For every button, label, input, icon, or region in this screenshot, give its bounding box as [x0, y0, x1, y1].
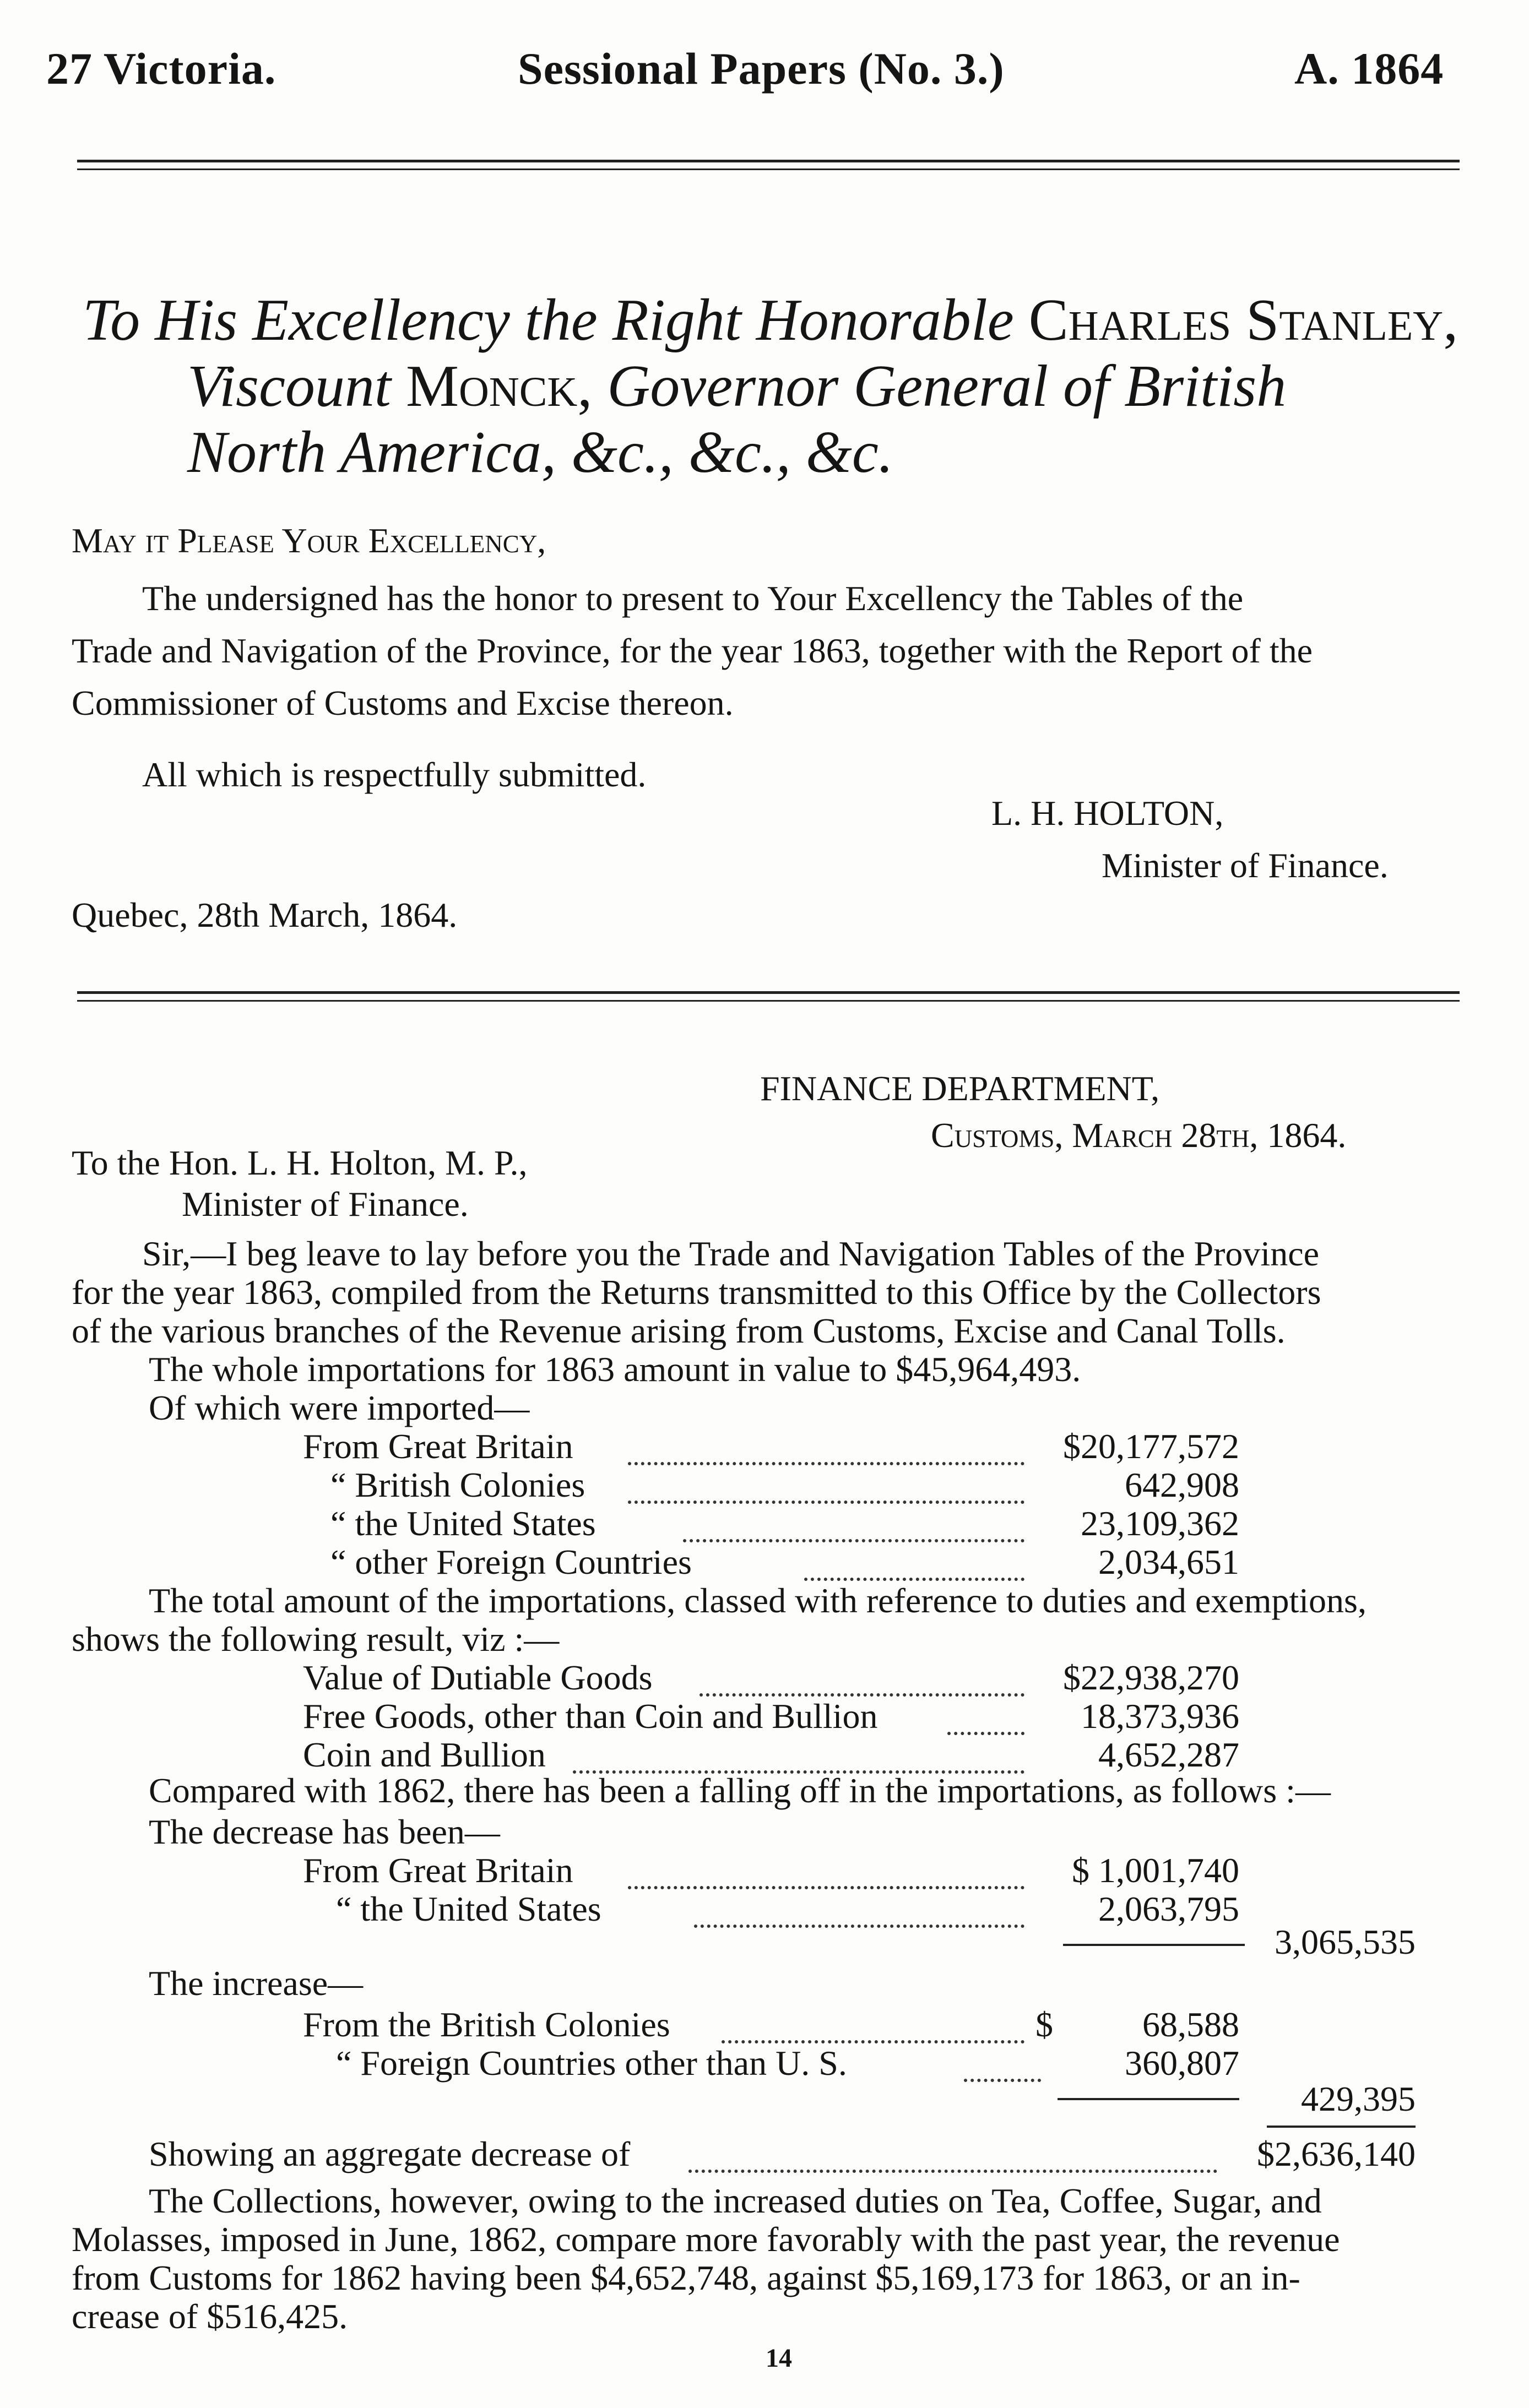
- address-italic: Governor General of British: [607, 354, 1287, 419]
- increase-heading: The increase—: [149, 1964, 364, 2003]
- total-rule: [1267, 2126, 1416, 2128]
- class-label: Free Goods, other than Coin and Bullion: [303, 1697, 878, 1736]
- letter2-line: Of which were imported—: [149, 1388, 530, 1427]
- letter2-line: Molasses, imposed in June, 1862, compare more favorably with the past year, the revenue: [72, 2220, 1340, 2259]
- addressee: To the Hon. L. H. Holton, M. P.,: [72, 1143, 528, 1182]
- letter2-line: of the various branches of the Revenue arising from Customs, Excise and Canal Tolls.: [72, 1311, 1286, 1350]
- subtotal-rule: [1063, 1944, 1245, 1946]
- import-label: “ British Colonies: [330, 1465, 585, 1504]
- import-value: 23,109,362: [1081, 1504, 1239, 1543]
- dept-subheading: [931, 1115, 1346, 1156]
- signature-title: Minister of Finance.: [1102, 846, 1389, 885]
- address-line-2: [187, 352, 1286, 421]
- aggregate-label: Showing an aggregate decrease of: [149, 2134, 631, 2173]
- signature: L. H. HOLTON,: [991, 793, 1224, 833]
- import-label: “ the United States: [330, 1504, 596, 1543]
- salutation: May it Please Your Excellency,: [72, 521, 546, 560]
- leader-dots: [694, 1925, 1024, 1928]
- letter2-line: The total amount of the importations, classed with reference to duties and exemptions,: [149, 1581, 1367, 1620]
- page-number: 14: [766, 2344, 792, 2373]
- address-line-1: [83, 286, 1458, 355]
- import-value: 642,908: [1125, 1465, 1239, 1504]
- increase-currency: $: [1035, 2005, 1053, 2044]
- header-rule: [77, 160, 1460, 162]
- aggregate-value: $2,636,140: [1257, 2134, 1416, 2173]
- decrease-value: 2,063,795: [1098, 1889, 1239, 1928]
- letter1-line: The undersigned has the honor to present to Your Excellency the Tables of the: [142, 579, 1244, 618]
- import-value: 2,034,651: [1098, 1542, 1239, 1581]
- section-rule: [77, 991, 1460, 994]
- decrease-heading: The decrease has been—: [149, 1812, 500, 1851]
- section-rule-2: [77, 1000, 1460, 1002]
- address-line-3: [187, 418, 893, 487]
- class-label: Value of Dutiable Goods: [303, 1658, 653, 1697]
- increase-value: 360,807: [1125, 2043, 1239, 2083]
- address-name: Charles Stanley,: [1028, 287, 1458, 353]
- header-left: 27 Victoria.: [46, 44, 276, 94]
- leader-dots: [688, 2170, 1217, 2173]
- address-italic: North America, &c., &c., &c.: [187, 420, 893, 485]
- leader-dots: [628, 1501, 1024, 1504]
- header-right: A. 1864: [1294, 44, 1444, 94]
- increase-total: 429,395: [1301, 2079, 1416, 2118]
- letter2-line: shows the following result, viz :—: [72, 1619, 560, 1659]
- class-value: 18,373,936: [1081, 1697, 1239, 1736]
- decrease-total: 3,065,535: [1275, 1922, 1416, 1961]
- address-italic: To His Excellency the Right Honorable: [83, 287, 1014, 353]
- letter1-closing: All which is respectfully submitted.: [142, 755, 647, 794]
- subtotal-rule: [1058, 2098, 1239, 2100]
- leader-dots: [628, 1462, 1024, 1465]
- letter2-line: Sir,—I beg leave to lay before you the Trade and Navigation Tables of the Province: [142, 1234, 1319, 1273]
- dept-sub-text: Customs, March 28th, 1864.: [931, 1116, 1347, 1155]
- leader-dots: [683, 1539, 1024, 1542]
- letter1-line: Commissioner of Customs and Excise thereon.: [72, 683, 734, 722]
- class-value: 4,652,287: [1098, 1735, 1239, 1774]
- class-label: Coin and Bullion: [303, 1735, 546, 1774]
- class-value: $22,938,270: [1063, 1658, 1239, 1697]
- letter1-line: Trade and Navigation of the Province, for the year 1863, together with the Report of the: [72, 631, 1313, 670]
- leader-dots: [628, 1886, 1024, 1889]
- place-date: Quebec, 28th March, 1864.: [72, 895, 458, 934]
- decrease-label: From Great Britain: [303, 1851, 573, 1890]
- letter2-line: for the year 1863, compiled from the Returns transmitted to this Office by the Collectors: [72, 1273, 1321, 1312]
- letter2-line: The whole importations for 1863 amount in value to $45,964,493.: [149, 1350, 1081, 1389]
- header-center: Sessional Papers (No. 3.): [518, 44, 1005, 94]
- leader-dots: [947, 1732, 1024, 1735]
- import-label: From Great Britain: [303, 1427, 573, 1466]
- letter2-line: The Collections, however, owing to the increased duties on Tea, Coffee, Sugar, and: [149, 2181, 1322, 2220]
- decrease-label: “ the United States: [336, 1889, 601, 1928]
- letter2-line: Compared with 1862, there has been a falling off in the importations, as follows :—: [149, 1771, 1331, 1810]
- decrease-value: $ 1,001,740: [1072, 1851, 1239, 1890]
- letter2-line: crease of $516,425.: [72, 2297, 348, 2336]
- dept-heading: FINANCE DEPARTMENT,: [760, 1069, 1160, 1108]
- header-rule-2: [77, 168, 1460, 170]
- address-italic: Viscount: [187, 354, 391, 419]
- letter2-line: from Customs for 1862 having been $4,652,748, against $5,169,173 for 1863, or an in-: [72, 2258, 1300, 2297]
- increase-label: From the British Colonies: [303, 2005, 670, 2044]
- addressee-title: Minister of Finance.: [182, 1184, 469, 1224]
- address-name: Monck,: [405, 354, 593, 419]
- leader-dots: [964, 2079, 1041, 2082]
- increase-label: “ Foreign Countries other than U. S.: [336, 2043, 847, 2083]
- increase-value: 68,588: [1142, 2005, 1239, 2044]
- import-label: “ other Foreign Countries: [330, 1542, 692, 1581]
- import-value: $20,177,572: [1063, 1427, 1239, 1466]
